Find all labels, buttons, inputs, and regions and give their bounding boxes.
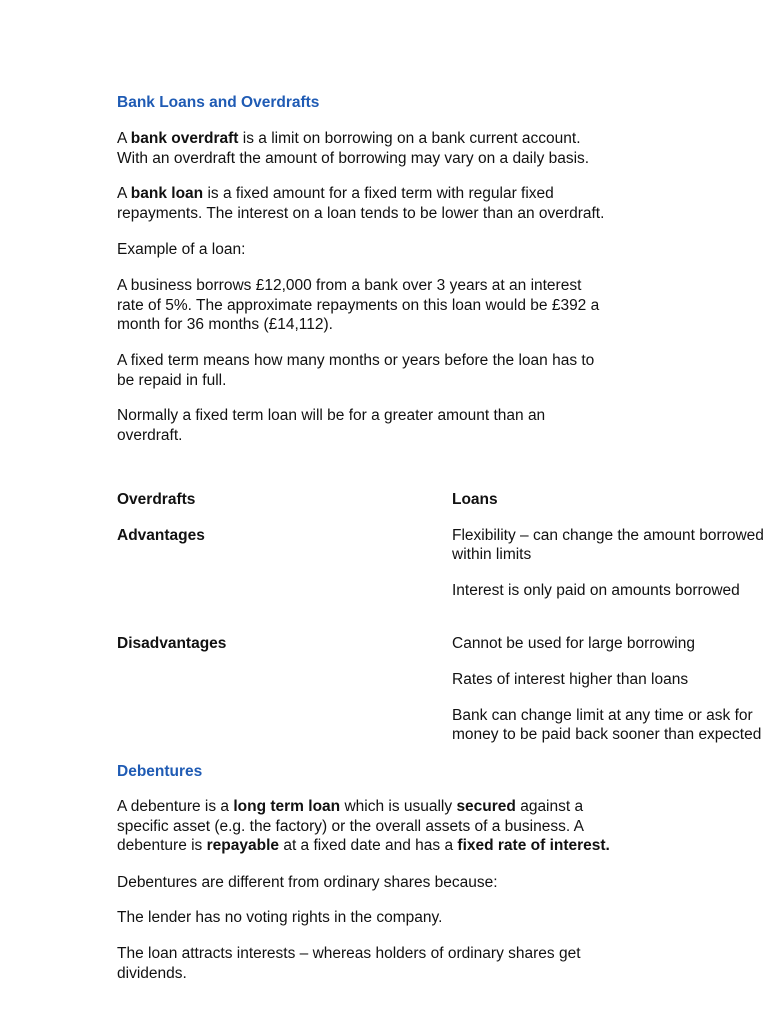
disadvantages-label: Disadvantages xyxy=(117,635,227,652)
overdraft-definition-line1: A bank overdraft is a limit on borrowing on a bank current account. xyxy=(117,130,581,147)
advantage-item: Flexibility – can change the amount borrowed xyxy=(452,527,764,544)
disadvantage-item: Cannot be used for large borrowing xyxy=(452,635,695,652)
fixed-term-line: be repaid in full. xyxy=(117,372,227,389)
loan-interest-line: dividends. xyxy=(117,965,187,982)
normally-line: Normally a fixed term loan will be for a greater amount than an xyxy=(117,407,546,424)
advantages-label: Advantages xyxy=(117,527,205,544)
fixed-term-line: A fixed term means how many months or years before the loan has to xyxy=(117,352,595,369)
disadvantage-item: Rates of interest higher than loans xyxy=(452,671,689,688)
lender-no-vote: The lender has no voting rights in the company. xyxy=(117,909,443,926)
normally-line: overdraft. xyxy=(117,427,183,444)
loan-interest-line: The loan attracts interests – whereas holders of ordinary shares get xyxy=(117,945,581,962)
disadvantage-item: Bank can change limit at any time or ask for xyxy=(452,707,753,724)
advantage-item: within limits xyxy=(452,546,532,563)
advantage-item: Interest is only paid on amounts borrowed xyxy=(452,582,740,599)
document-page xyxy=(117,0,768,1024)
loan-definition-line2: repayments. The interest on a loan tends to be lower than an overdraft. xyxy=(117,205,605,222)
table-header-loans: Loans xyxy=(452,491,498,508)
loan-definition-line1: A bank loan is a fixed amount for a fixed term with regular fixed xyxy=(117,185,554,202)
disadvantage-item: money to be paid back sooner than expected xyxy=(452,726,762,743)
term-bank-overdraft: bank overdraft xyxy=(130,130,239,147)
overdraft-definition-line2: With an overdraft the amount of borrowing may vary on a daily basis. xyxy=(117,150,590,167)
example-label: Example of a loan: xyxy=(117,241,246,258)
debenture-para-line1: A debenture is a long term loan which is usually secured against a xyxy=(117,798,584,815)
table-header-overdrafts: Overdrafts xyxy=(117,491,196,508)
debenture-para-line2: specific asset (e.g. the factory) or the overall assets of a business. A xyxy=(117,818,584,835)
term-bank-loan: bank loan xyxy=(130,185,204,202)
example-line: rate of 5%. The approximate repayments on this loan would be £392 a xyxy=(117,297,600,314)
example-line: A business borrows £12,000 from a bank over 3 years at an interest xyxy=(117,277,582,294)
debenture-para-line3: debenture is repayable at a fixed date and has a fixed rate of interest. xyxy=(117,837,610,854)
debentures-differ: Debentures are different from ordinary shares because: xyxy=(117,874,498,891)
heading-debentures: Debentures xyxy=(117,763,203,780)
example-line: month for 36 months (£14,112). xyxy=(117,316,333,333)
heading-bank-loans: Bank Loans and Overdrafts xyxy=(117,94,320,111)
